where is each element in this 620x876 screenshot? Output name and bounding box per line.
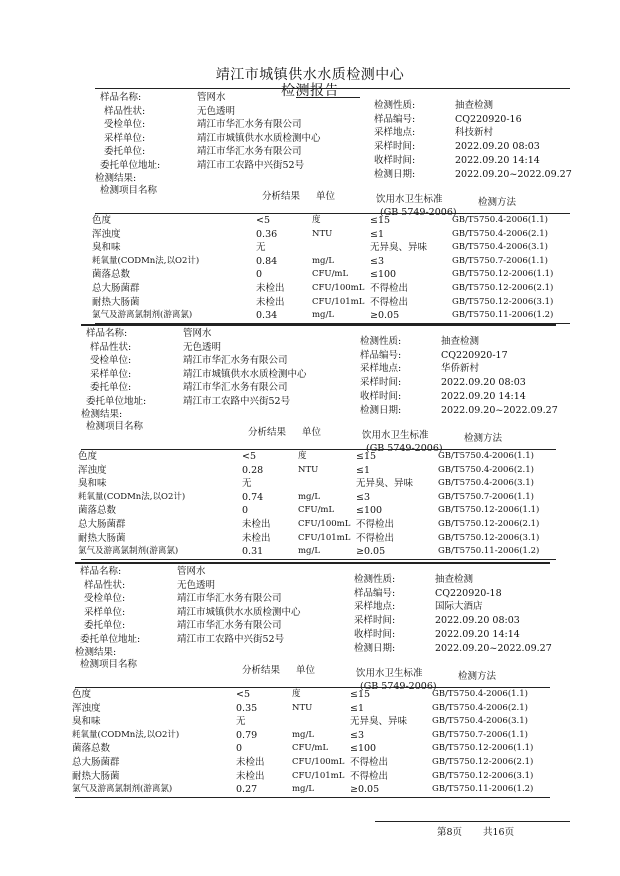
receiving-time-value: 2022.09.20 14:14: [435, 628, 520, 640]
sampling-unit-label: 采样单位:: [90, 368, 132, 380]
col-item-header: 检测项目名称: [80, 659, 138, 670]
item-result: 未检出: [256, 296, 285, 308]
receiving-time-value: 2022.09.20 14:14: [455, 154, 540, 166]
item-unit: mg/L: [312, 310, 335, 321]
client-unit-value: 靖江市华汇水务有限公司: [177, 620, 282, 631]
page-total: 共16页: [483, 827, 515, 838]
block-top-rule: [95, 88, 570, 89]
item-name: 色度: [72, 689, 92, 700]
col-result-header: 分析结果: [248, 427, 287, 438]
sampling-time-label: 采样时间:: [354, 615, 396, 627]
item-name: 色度: [78, 451, 98, 462]
item-method: GB/T5750.12-2006(2.1): [452, 283, 554, 293]
item-result: 未检出: [236, 757, 265, 768]
item-unit: CFU/100mL: [292, 757, 345, 767]
sample-property-value: 无色透明: [197, 105, 236, 117]
item-name: 菌落总数: [92, 269, 131, 281]
item-method: GB/T5750.12-2006(1.1): [432, 743, 534, 754]
col-method-header: 检测方法: [478, 197, 517, 208]
item-result: 0.35: [236, 702, 258, 714]
item-standard: ≥0.05: [356, 546, 386, 558]
item-name: 臭和味: [92, 242, 121, 254]
item-standard: ≥0.05: [350, 784, 380, 796]
sample-no-label: 样品编号:: [354, 587, 396, 599]
block-top-rule: [81, 324, 556, 326]
item-standard: ≤15: [370, 215, 391, 226]
item-standard: ≤15: [350, 689, 371, 700]
sampling-unit-label: 采样单位:: [84, 606, 126, 618]
item-unit: 度: [312, 215, 321, 225]
item-method: GB/T5750.7-2006(1.1): [452, 255, 548, 266]
item-standard: 无异臭、异味: [356, 478, 414, 490]
item-result: 未检出: [256, 283, 285, 294]
item-method: GB/T5750.11-2006(1.2): [438, 546, 540, 557]
item-unit: CFU/101mL: [298, 532, 351, 543]
sampling-time-value: 2022.09.20 08:03: [435, 615, 520, 627]
item-result: 无: [242, 478, 252, 490]
item-method: GB/T5750.4-2006(3.1): [432, 716, 528, 727]
item-standard: ≤1: [350, 702, 365, 714]
col-standard-header: 饮用水卫生标准: [376, 194, 443, 205]
sampling-time-value: 2022.09.20 08:03: [455, 141, 540, 153]
item-name: 总大肠菌群: [78, 519, 126, 530]
test-nature-value: 抽查检测: [435, 574, 474, 585]
item-standard: ≤100: [350, 743, 377, 755]
client-address-label: 委托单位地址:: [80, 633, 141, 645]
report-subtitle: 检测报告: [281, 83, 339, 99]
entrusted-unit-label: 受检单位:: [104, 119, 146, 130]
item-unit: CFU/100mL: [312, 283, 365, 293]
table-bottom-rule: [75, 797, 550, 798]
item-standard: ≤15: [356, 451, 377, 462]
item-method: GB/T5750.4-2006(1.1): [452, 215, 548, 225]
col-result-header: 分析结果: [242, 665, 281, 676]
item-standard: 无异臭、异味: [370, 242, 428, 254]
test-nature-label: 检测性质:: [360, 336, 402, 347]
sampling-place-label: 采样地点:: [374, 127, 416, 139]
test-date-label: 检测日期:: [354, 642, 396, 654]
item-method: GB/T5750.4-2006(1.1): [432, 689, 528, 699]
receiving-time-label: 收样时间:: [354, 628, 396, 640]
item-unit: NTU: [292, 702, 313, 713]
entrusted-unit-label: 受检单位:: [90, 355, 132, 366]
sampling-place-label: 采样地点:: [354, 601, 396, 613]
item-method: GB/T5750.7-2006(1.1): [438, 491, 534, 502]
item-unit: CFU/mL: [312, 269, 349, 280]
item-unit: 度: [292, 689, 301, 699]
test-nature-value: 抽查检测: [441, 336, 480, 347]
test-nature-label: 检测性质:: [374, 100, 416, 111]
sampling-place-value: 科技新村: [455, 127, 494, 139]
item-standard: 不得检出: [356, 519, 395, 530]
item-unit: CFU/101mL: [292, 770, 345, 781]
col-item-header: 检测项目名称: [100, 185, 158, 196]
item-result: 0.79: [236, 729, 258, 741]
entrusted-unit-label: 受检单位:: [84, 593, 126, 604]
item-name: 浑浊度: [92, 228, 121, 240]
item-method: GB/T5750.4-2006(1.1): [438, 451, 534, 461]
sampling-place-value: 国际大酒店: [435, 601, 483, 613]
item-name: 臭和味: [72, 716, 101, 728]
item-method: GB/T5750.4-2006(2.1): [432, 702, 528, 713]
entrusted-unit-value: 靖江市华汇水务有限公司: [177, 593, 282, 604]
col-result-header: 分析结果: [262, 191, 301, 202]
item-standard: ≤3: [370, 255, 385, 267]
item-name: 耐热大肠菌: [72, 770, 120, 782]
sample-no-label: 样品编号:: [360, 349, 402, 361]
item-name: 总大肠菌群: [92, 283, 140, 294]
item-result: <5: [242, 451, 257, 462]
block-top-rule: [75, 562, 550, 564]
item-method: GB/T5750.4-2006(3.1): [438, 478, 534, 489]
sampling-unit-label: 采样单位:: [104, 132, 146, 144]
entrusted-unit-value: 靖江市华汇水务有限公司: [183, 355, 288, 366]
item-result: 未检出: [242, 532, 271, 544]
item-standard: ≤3: [356, 491, 371, 503]
sample-name-value: 管网水: [177, 566, 206, 577]
receiving-time-label: 收样时间:: [374, 154, 416, 166]
item-method: GB/T5750.11-2006(1.2): [452, 310, 554, 321]
item-result: 0.34: [256, 310, 278, 322]
item-method: GB/T5750.4-2006(3.1): [452, 242, 548, 253]
item-name: 氯气及游离氯制剂(游离氯): [78, 546, 179, 557]
table-bottom-rule: [81, 559, 556, 560]
test-result-label: 检测结果:: [95, 173, 137, 184]
item-standard: 不得检出: [370, 296, 409, 308]
sample-property-label: 样品性状:: [84, 579, 126, 591]
item-name: 耗氧量(CODMn法,以O2计): [78, 491, 186, 502]
item-result: 0.31: [242, 546, 264, 558]
item-result: 0.28: [242, 464, 264, 476]
item-unit: mg/L: [292, 784, 315, 795]
item-method: GB/T5750.12-2006(2.1): [432, 757, 534, 767]
item-result: 0.74: [242, 491, 264, 503]
sample-no-value: CQ220920-16: [455, 113, 522, 125]
item-result: 0: [236, 743, 243, 755]
sampling-time-label: 采样时间:: [360, 377, 402, 389]
entrusted-unit-value: 靖江市华汇水务有限公司: [197, 119, 302, 130]
item-standard: ≤100: [370, 269, 397, 281]
item-name: 氯气及游离氯制剂(游离氯): [92, 310, 193, 321]
col-standard-sub-header: (GB 5749-2006): [360, 681, 437, 692]
item-unit: mg/L: [298, 546, 321, 557]
item-result: 无: [236, 716, 246, 728]
col-unit-header: 单位: [302, 427, 322, 438]
receiving-time-label: 收样时间:: [360, 390, 402, 402]
col-standard-header: 饮用水卫生标准: [356, 668, 423, 679]
sampling-unit-value: 靖江市城镇供水水质检测中心: [183, 368, 307, 380]
item-method: GB/T5750.12-2006(3.1): [432, 770, 534, 781]
item-standard: ≤1: [370, 228, 385, 240]
item-unit: mg/L: [312, 255, 335, 266]
item-standard: ≤100: [356, 505, 383, 517]
sample-name-label: 样品名称:: [86, 328, 128, 339]
col-method-header: 检测方法: [464, 433, 503, 444]
item-standard: 无异臭、异味: [350, 716, 408, 728]
client-address-label: 委托单位地址:: [100, 159, 161, 171]
item-method: GB/T5750.7-2006(1.1): [432, 729, 528, 740]
client-unit-label: 委托单位:: [90, 382, 132, 393]
col-standard-sub-header: (GB 5749-2006): [380, 207, 457, 218]
sample-property-value: 无色透明: [177, 579, 216, 591]
item-unit: CFU/mL: [298, 505, 335, 516]
col-unit-header: 单位: [296, 665, 316, 676]
test-result-label: 检测结果:: [81, 409, 123, 420]
item-unit: mg/L: [298, 491, 321, 502]
report-title: 靖江市城镇供水水质检测中心: [215, 67, 405, 83]
item-unit: CFU/101mL: [312, 296, 365, 307]
item-name: 臭和味: [78, 478, 107, 490]
item-standard: ≥0.05: [370, 310, 400, 322]
header-bottom-rule: [95, 213, 570, 214]
item-method: GB/T5750.4-2006(2.1): [438, 464, 534, 475]
item-method: GB/T5750.12-2006(1.1): [438, 505, 540, 516]
item-method: GB/T5750.4-2006(2.1): [452, 228, 548, 239]
item-result: 0.27: [236, 784, 258, 796]
sampling-time-label: 采样时间:: [374, 141, 416, 153]
client-unit-value: 靖江市华汇水务有限公司: [183, 382, 288, 393]
sample-property-label: 样品性状:: [104, 105, 146, 117]
item-result: 0.84: [256, 255, 278, 267]
sample-name-value: 管网水: [197, 92, 226, 103]
item-unit: CFU/mL: [292, 743, 329, 754]
sample-property-value: 无色透明: [183, 341, 222, 353]
item-name: 色度: [92, 215, 112, 226]
item-result: 0.36: [256, 228, 278, 240]
col-method-header: 检测方法: [458, 671, 497, 682]
subtitle-underline: [296, 97, 360, 98]
item-name: 氯气及游离氯制剂(游离氯): [72, 784, 173, 795]
item-name: 耐热大肠菌: [78, 532, 126, 544]
item-name: 浑浊度: [72, 702, 101, 714]
sample-no-label: 样品编号:: [374, 113, 416, 125]
item-name: 耗氧量(CODMn法,以O2计): [72, 729, 180, 740]
sampling-unit-value: 靖江市城镇供水水质检测中心: [177, 606, 301, 618]
client-unit-label: 委托单位:: [84, 620, 126, 631]
item-standard: 不得检出: [356, 532, 395, 544]
item-standard: 不得检出: [350, 770, 389, 782]
sample-no-value: CQ220920-18: [435, 587, 502, 599]
test-result-label: 检测结果:: [75, 647, 117, 658]
client-address-value: 靖江市工农路中兴街52号: [183, 395, 291, 407]
item-unit: mg/L: [292, 729, 315, 740]
header-bottom-rule: [75, 687, 550, 688]
item-unit: NTU: [312, 228, 333, 239]
item-method: GB/T5750.11-2006(1.2): [432, 784, 534, 795]
test-nature-label: 检测性质:: [354, 574, 396, 585]
item-result: <5: [256, 215, 271, 226]
sample-name-label: 样品名称:: [80, 566, 122, 577]
sampling-unit-value: 靖江市城镇供水水质检测中心: [197, 132, 321, 144]
item-standard: ≤1: [356, 464, 371, 476]
item-standard: ≤3: [350, 729, 365, 741]
item-name: 耐热大肠菌: [92, 296, 140, 308]
item-standard: 不得检出: [350, 757, 389, 768]
col-item-header: 检测项目名称: [86, 421, 144, 432]
client-unit-label: 委托单位:: [104, 146, 146, 157]
test-nature-value: 抽查检测: [455, 100, 494, 111]
sample-property-label: 样品性状:: [90, 341, 132, 353]
client-address-value: 靖江市工农路中兴街52号: [197, 159, 305, 171]
item-name: 浑浊度: [78, 464, 107, 476]
header-bottom-rule: [81, 449, 556, 450]
sample-name-label: 样品名称:: [100, 92, 142, 103]
test-date-value: 2022.09.20~2022.09.27: [441, 404, 558, 416]
client-address-value: 靖江市工农路中兴街52号: [177, 633, 285, 645]
footer-rule: [375, 821, 570, 822]
receiving-time-value: 2022.09.20 14:14: [441, 390, 526, 402]
sampling-time-value: 2022.09.20 08:03: [441, 377, 526, 389]
sample-name-value: 管网水: [183, 328, 212, 339]
item-unit: 度: [298, 451, 307, 461]
col-unit-header: 单位: [316, 191, 336, 202]
col-standard-sub-header: (GB 5749-2006): [366, 443, 443, 454]
sampling-place-label: 采样地点:: [360, 363, 402, 375]
item-method: GB/T5750.12-2006(3.1): [452, 296, 554, 307]
test-date-label: 检测日期:: [360, 404, 402, 416]
item-method: GB/T5750.12-2006(1.1): [452, 269, 554, 280]
client-unit-value: 靖江市华汇水务有限公司: [197, 146, 302, 157]
item-result: <5: [236, 689, 251, 700]
item-result: 未检出: [236, 770, 265, 782]
sampling-place-value: 华侨新村: [441, 363, 480, 375]
item-unit: NTU: [298, 464, 319, 475]
client-address-label: 委托单位地址:: [86, 395, 147, 407]
item-result: 0: [242, 505, 249, 517]
test-date-value: 2022.09.20~2022.09.27: [455, 168, 572, 180]
test-date-label: 检测日期:: [374, 168, 416, 180]
item-name: 菌落总数: [78, 505, 117, 517]
item-unit: CFU/100mL: [298, 519, 351, 529]
test-date-value: 2022.09.20~2022.09.27: [435, 642, 552, 654]
item-name: 菌落总数: [72, 743, 111, 755]
item-result: 0: [256, 269, 263, 281]
item-standard: 不得检出: [370, 283, 409, 294]
sample-no-value: CQ220920-17: [441, 349, 508, 361]
page-number: 第8页: [437, 827, 463, 838]
item-name: 总大肠菌群: [72, 757, 120, 768]
item-result: 无: [256, 242, 266, 254]
item-name: 耗氧量(CODMn法,以O2计): [92, 255, 200, 266]
item-result: 未检出: [242, 519, 271, 530]
item-method: GB/T5750.12-2006(3.1): [438, 532, 540, 543]
col-standard-header: 饮用水卫生标准: [362, 430, 429, 441]
item-method: GB/T5750.12-2006(2.1): [438, 519, 540, 529]
